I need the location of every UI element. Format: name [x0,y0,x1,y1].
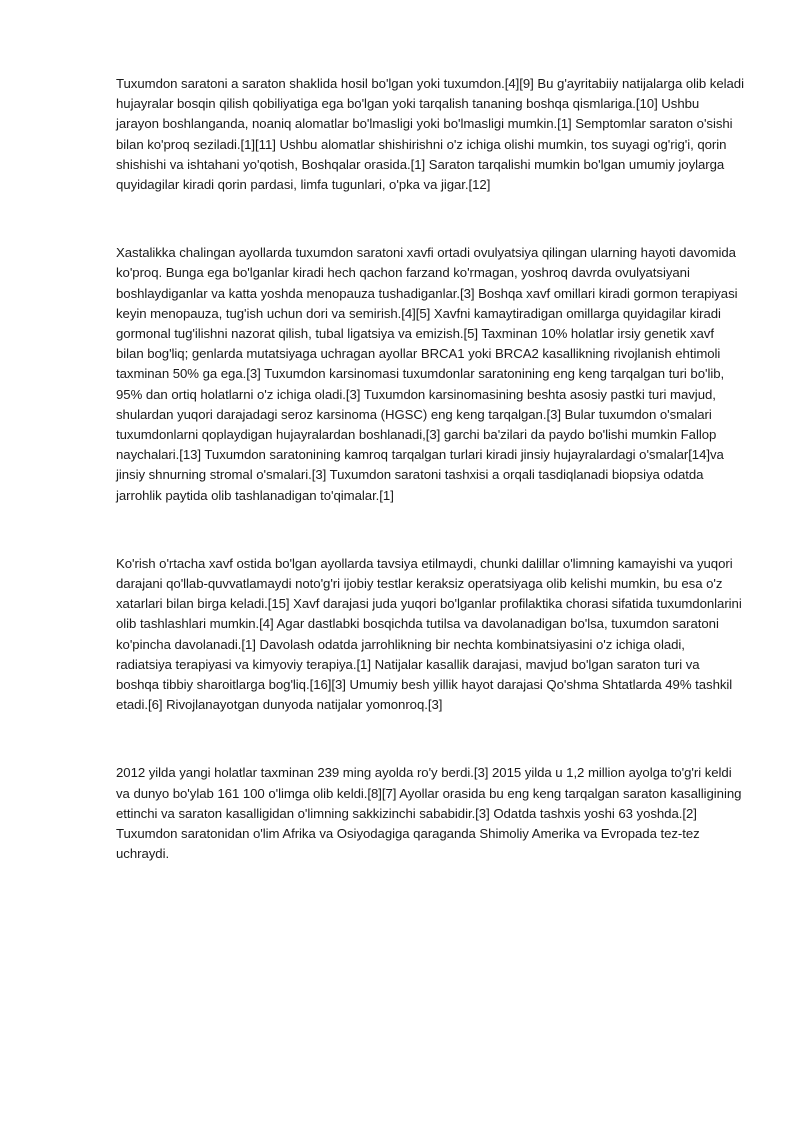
paragraph-1: Tuxumdon saratoni a saraton shaklida hosil bo'lgan yoki tuxumdon.[4][9] Bu g'ayritabiiy natijalarga olib keladi hujayralar bosqin qilish qobiliyatiga ega bo'lgan yoki tarqalish tananing boshqa qismlariga.[10] Ushbu jarayon boshlanganda, noaniq alomatlar bo'lmasligi yoki bo'lmasligi mumkin.[1] Semptomlar saraton o'sishi bilan ko'proq seziladi.[1][11] Ushbu alomatlar shishirishni o'z ichiga olishi mumkin, tos suyagi og'rig'i, qorin shishishi va ishtahani yo'qotish, Boshqalar orasida.[1] Saraton tarqalishi mumkin bo'lgan umumiy joylarga quyidagilar kiradi qorin pardasi, limfa tugunlari, o'pka va jigar.[12] [116,76,744,193]
paragraph-2: Xastalikka chalingan ayollarda tuxumdon saratoni xavfi ortadi ovulyatsiya qilingan ularning hayoti davomida ko'proq. Bunga ega bo'lganlar kiradi hech qachon farzand ko'rmagan, yoshroq davrda ovulyatsiyani boshlaydiganlar va katta yoshda menopauza tushadiganlar.[3] Boshqa xavf omillari kiradi gormon terapiyasi keyin menopauza, tug'ish uchun dori va semirish.[4][5] Xavfni kamaytiradigan omillarga quyidagilar kiradi gormonal tug'ilishni nazorat qilish, tubal ligatsiya va emizish.[5] Taxminan 10% holatlar irsiy genetik xavf bilan bog'liq; genlarda mutatsiyaga uchragan ayollar BRCA1 yoki BRCA2 kasallikning rivojlanish ehtimoli taxminan 50% ga ega.[3] Tuxumdon karsinomasi tuxumdonlar saratonining eng keng tarqalgan turi bo'lib, 95% dan ortiq holatlarni o'z ichiga oladi.[3] Tuxumdon karsinomasining beshta asosiy pastki turi mavjud, shulardan yuqori darajadagi seroz karsinoma (HGSC) eng keng tarqalgan.[3] Bular tuxumdon o'smalari tuxumdonlarni qoplaydigan hujayralardan boshlanadi,[3] garchi ba'zilari da paydo bo'lishi mumkin Fallop naychalari.[13] Tuxumdon saratonining kamroq tarqalgan turlari kiradi jinsiy hujayralardagi o'smalar[14]va jinsiy shnurning stromal o'smalari.[3] Tuxumdon saratoni tashxisi a orqali tasdiqlanadi biopsiya odatda jarrohlik paytida olib tashlanadigan to'qimalar.[1] [116,245,738,503]
paragraph-4: 2012 yilda yangi holatlar taxminan 239 ming ayolda ro'y berdi.[3] 2015 yilda u 1,2 million ayolga to'g'ri keldi va dunyo bo'ylab 161 100 o'limga olib keldi.[8][7] Ayollar orasida bu eng keng tarqalgan saraton kasalligining ettinchi va saraton kasalligidan o'limning sakkizinchi sababidir.[3] Odatda tashxis yoshi 63 yoshda.[2] Tuxumdon saratonidan o'lim Afrika va Osiyodagiga qaraganda Shimoliy Amerika va Evropada tez-tez uchraydi. [116,765,742,862]
document-body [116,74,744,865]
paragraph-3: Ko'rish o'rtacha xavf ostida bo'lgan ayollarda tavsiya etilmaydi, chunki dalillar o'limning kamayishi va yuqori darajani qo'llab-quvvatlamaydi noto'g'ri ijobiy testlar keraksiz operatsiyaga olib kelishi mumkin, bu esa o'z xatarlari bilan birga keladi.[15] Xavf darajasi juda yuqori bo'lganlar profilaktika chorasi sifatida tuxumdonlarini olib tashlashlari mumkin.[4] Agar dastlabki bosqichda tutilsa va davolanadigan bo'lsa, tuxumdon saratoni ko'pincha davolanadi.[1] Davolash odatda jarrohlikning bir nechta kombinatsiyasini o'z ichiga oladi, radiatsiya terapiyasi va kimyoviy terapiya.[1] Natijalar kasallik darajasi, mavjud bo'lgan saraton turi va boshqa tibbiy sharoitlarga bog'liq.[16][3] Umumiy besh yillik hayot darajasi Qo'shma Shtatlarda 49% tashkil etadi.[6] Rivojlanayotgan dunyoda natijalar yomonroq.[3] [116,555,742,713]
